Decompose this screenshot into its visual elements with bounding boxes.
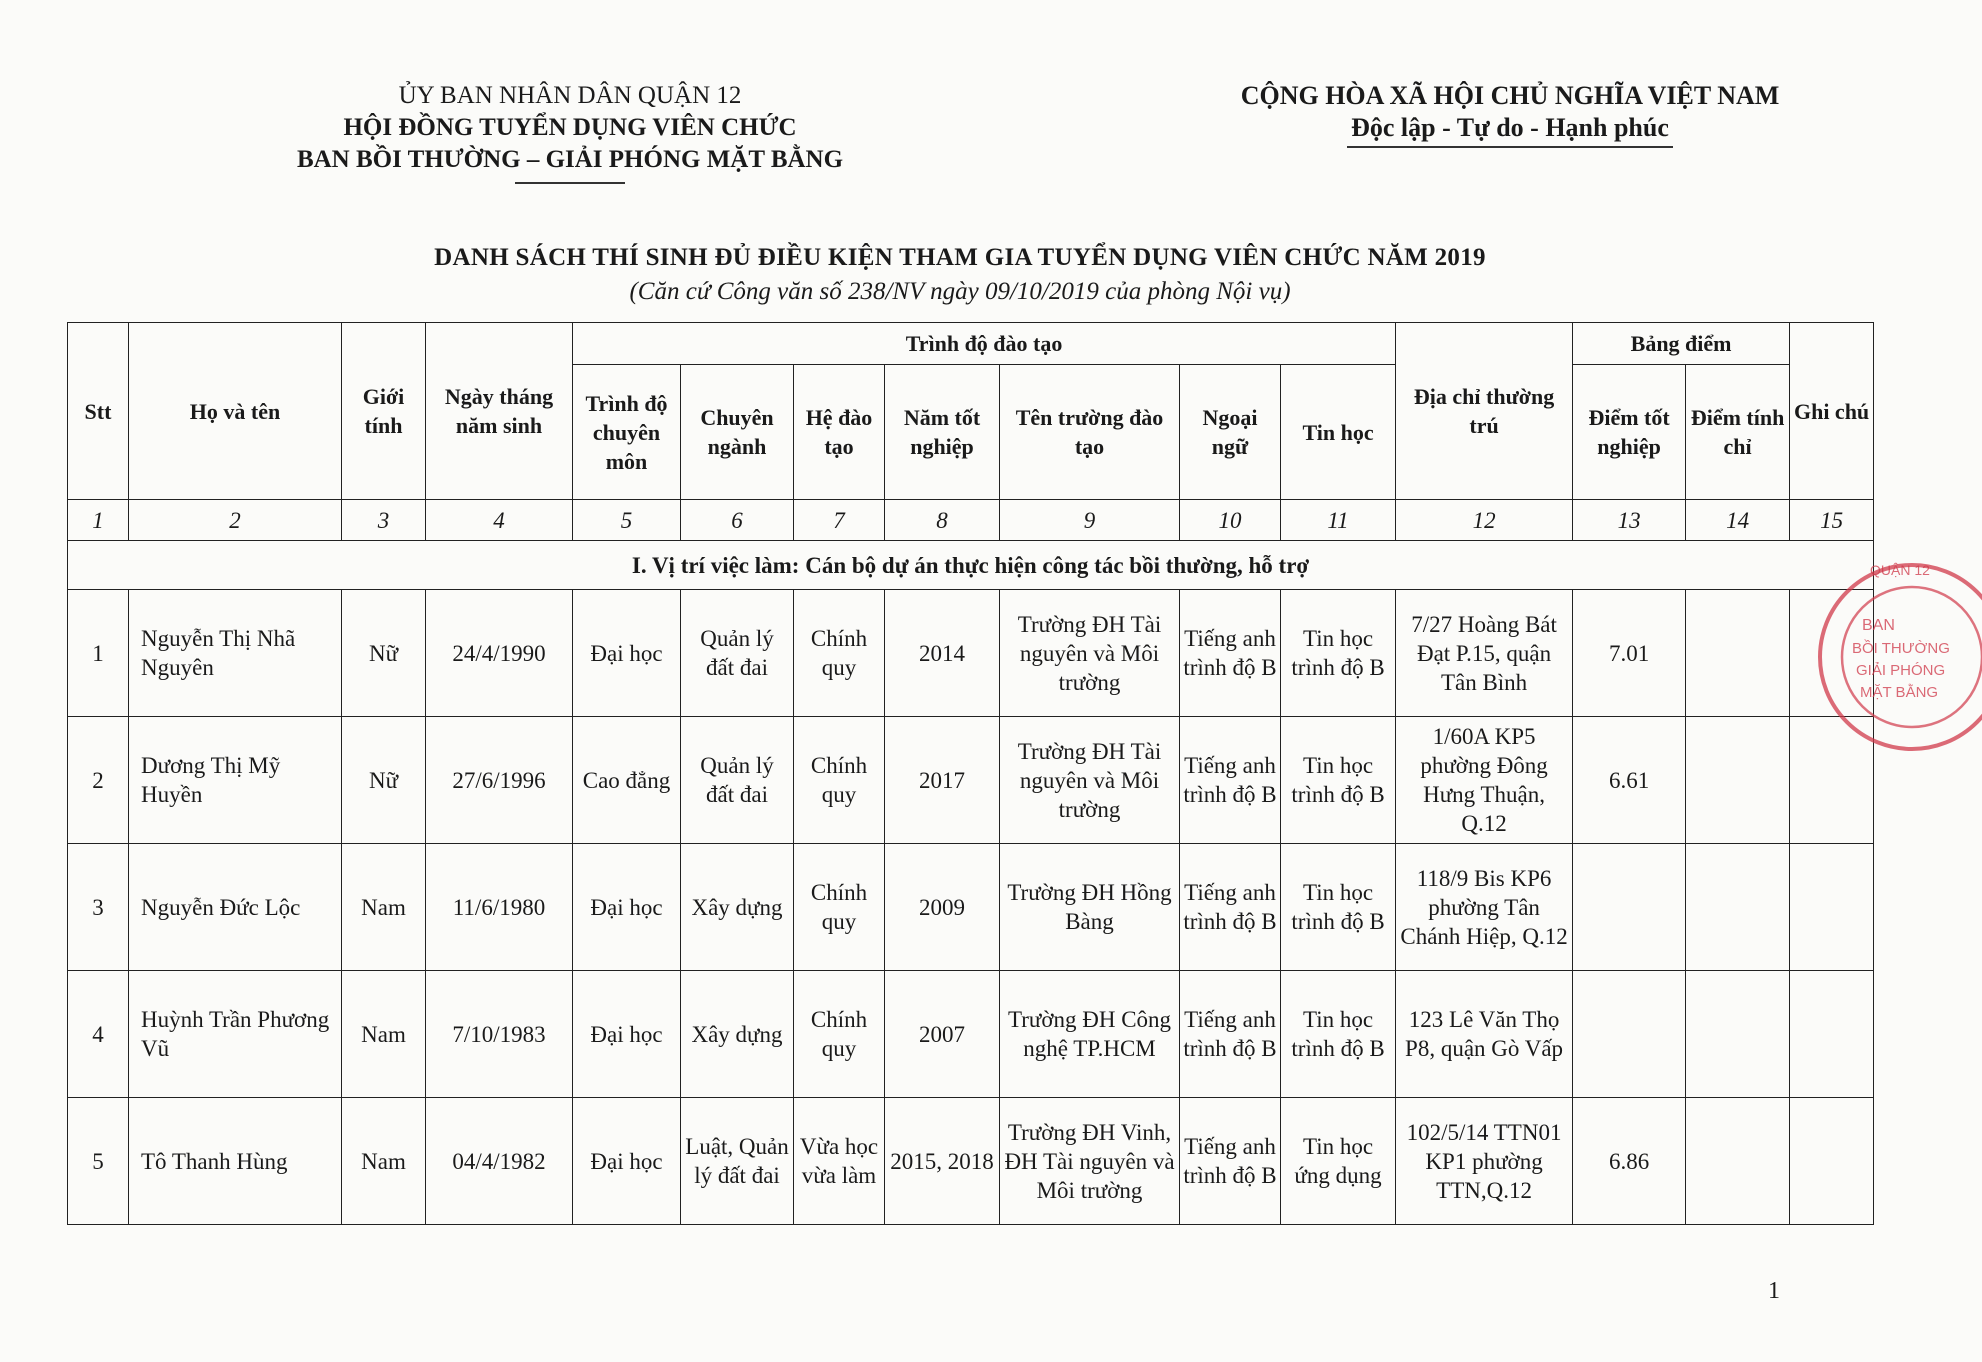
header-gender: Giới tính (342, 323, 426, 500)
national-motto-block (1230, 80, 1790, 148)
cell-major: Xây dựng (681, 844, 794, 971)
svg-text:MẶT BẰNG: MẶT BẰNG (1860, 684, 1939, 701)
cell-year: 2017 (885, 717, 1000, 844)
cell-language: Tiếng anh trình độ B (1180, 1098, 1281, 1225)
cell-address: 102/5/14 TTN01 KP1 phường TTN,Q.12 (1396, 1098, 1573, 1225)
header-grad-score: Điểm tốt nghiệp (1573, 365, 1686, 500)
header-mode: Hệ đào tạo (794, 365, 885, 500)
cell-address: 7/27 Hoàng Bát Đạt P.15, quận Tân Bình (1396, 590, 1573, 717)
cell-major: Xây dựng (681, 971, 794, 1098)
cell-dob: 7/10/1983 (426, 971, 573, 1098)
cell-school: Trường ĐH Vinh, ĐH Tài nguyên và Môi trường (1000, 1098, 1180, 1225)
cell-level: Đại học (573, 590, 681, 717)
cell-calc-score (1686, 590, 1790, 717)
column-number: 7 (794, 500, 885, 541)
agency-line-2: HỘI ĐỒNG TUYỂN DỤNG VIÊN CHỨC (343, 114, 797, 141)
table-row (68, 971, 1874, 1098)
cell-name: Tô Thanh Hùng (129, 1098, 342, 1225)
column-number-row (68, 500, 1874, 541)
header-group-scores: Bảng điểm (1573, 323, 1790, 365)
national-motto: Độc lập - Tự do - Hạnh phúc (1347, 112, 1673, 148)
column-number: 14 (1686, 500, 1790, 541)
cell-mode: Chính quy (794, 844, 885, 971)
cell-gender: Nữ (342, 717, 426, 844)
cell-language: Tiếng anh trình độ B (1180, 844, 1281, 971)
cell-gender: Nữ (342, 590, 426, 717)
cell-school: Trường ĐH Tài nguyên và Môi trường (1000, 590, 1180, 717)
cell-gender: Nam (342, 971, 426, 1098)
document-title: DANH SÁCH THÍ SINH ĐỦ ĐIỀU KIỆN THAM GIA TUYỂN DỤNG VIÊN CHỨC NĂM 2019 (434, 244, 1486, 271)
column-number: 4 (426, 500, 573, 541)
cell-it: Tin học trình độ B (1281, 844, 1396, 971)
cell-language: Tiếng anh trình độ B (1180, 717, 1281, 844)
cell-note (1790, 844, 1874, 971)
cell-major: Quản lý đất đai (681, 590, 794, 717)
cell-mode: Chính quy (794, 971, 885, 1098)
svg-text:QUẬN 12: QUẬN 12 (1870, 562, 1930, 578)
cell-calc-score (1686, 717, 1790, 844)
official-seal-stamp-icon (1812, 545, 1982, 770)
cell-dob: 04/4/1982 (426, 1098, 573, 1225)
cell-grad-score: 7.01 (1573, 590, 1686, 717)
cell-address: 123 Lê Văn Thọ P8, quận Gò Vấp (1396, 971, 1573, 1098)
cell-dob: 27/6/1996 (426, 717, 573, 844)
cell-it: Tin học trình độ B (1281, 717, 1396, 844)
header-it: Tin học (1281, 365, 1396, 500)
column-number: 11 (1281, 500, 1396, 541)
cell-mode: Vừa học vừa làm (794, 1098, 885, 1225)
table-row (68, 717, 1874, 844)
header-name: Họ và tên (129, 323, 342, 500)
cell-stt: 4 (68, 971, 129, 1098)
header-note: Ghi chú (1790, 323, 1874, 500)
cell-stt: 2 (68, 717, 129, 844)
cell-stt: 5 (68, 1098, 129, 1225)
cell-level: Đại học (573, 1098, 681, 1225)
column-number: 8 (885, 500, 1000, 541)
document-subtitle: (Căn cứ Công văn số 238/NV ngày 09/10/2019 của phòng Nội vụ) (629, 278, 1291, 305)
agency-line-3: BAN BỒI THƯỜNG – GIẢI PHÓNG MẶT BẰNG (296, 146, 844, 173)
header-year: Năm tốt nghiệp (885, 365, 1000, 500)
header-language: Ngoại ngữ (1180, 365, 1281, 500)
header-level: Trình độ chuyên môn (573, 365, 681, 500)
cell-name: Nguyễn Thị Nhã Nguyên (129, 590, 342, 717)
cell-calc-score (1686, 1098, 1790, 1225)
cell-grad-score: 6.61 (1573, 717, 1686, 844)
cell-it: Tin học ứng dụng (1281, 1098, 1396, 1225)
cell-grad-score (1573, 971, 1686, 1098)
cell-major: Quản lý đất đai (681, 717, 794, 844)
column-number: 2 (129, 500, 342, 541)
cell-dob: 24/4/1990 (426, 590, 573, 717)
table-row (68, 844, 1874, 971)
cell-major: Luật, Quản lý đất đai (681, 1098, 794, 1225)
cell-mode: Chính quy (794, 717, 885, 844)
agency-underline (515, 182, 625, 184)
cell-calc-score (1686, 971, 1790, 1098)
issuing-agency-block (270, 80, 870, 184)
cell-school: Trường ĐH Hồng Bàng (1000, 844, 1180, 971)
svg-text:BỒI THƯỜNG: BỒI THƯỜNG (1852, 640, 1950, 657)
section-row (68, 541, 1874, 590)
cell-name: Huỳnh Trần Phương Vũ (129, 971, 342, 1098)
cell-mode: Chính quy (794, 590, 885, 717)
cell-note (1790, 1098, 1874, 1225)
cell-school: Trường ĐH Tài nguyên và Môi trường (1000, 717, 1180, 844)
column-number: 12 (1396, 500, 1573, 541)
cell-school: Trường ĐH Công nghệ TP.HCM (1000, 971, 1180, 1098)
svg-text:BAN: BAN (1862, 617, 1895, 634)
header-address: Địa chỉ thường trú (1396, 323, 1573, 500)
cell-it: Tin học trình độ B (1281, 971, 1396, 1098)
cell-gender: Nam (342, 1098, 426, 1225)
cell-note (1790, 971, 1874, 1098)
header-dob: Ngày tháng năm sinh (426, 323, 573, 500)
cell-name: Nguyễn Đức Lộc (129, 844, 342, 971)
cell-level: Đại học (573, 844, 681, 971)
cell-language: Tiếng anh trình độ B (1180, 590, 1281, 717)
cell-level: Đại học (573, 971, 681, 1098)
cell-address: 118/9 Bis KP6 phường Tân Chánh Hiệp, Q.12 (1396, 844, 1573, 971)
header-major: Chuyên ngành (681, 365, 794, 500)
cell-year: 2009 (885, 844, 1000, 971)
cell-grad-score: 6.86 (1573, 1098, 1686, 1225)
column-number: 6 (681, 500, 794, 541)
cell-language: Tiếng anh trình độ B (1180, 971, 1281, 1098)
page-number: 1 (1768, 1278, 1780, 1304)
column-number: 13 (1573, 500, 1686, 541)
cell-gender: Nam (342, 844, 426, 971)
svg-text:GIẢI PHÓNG: GIẢI PHÓNG (1856, 662, 1946, 679)
column-number: 1 (68, 500, 129, 541)
column-number: 10 (1180, 500, 1281, 541)
cell-grad-score (1573, 844, 1686, 971)
section-title: I. Vị trí việc làm: Cán bộ dự án thực hiện công tác bồi thường, hỗ trợ (68, 541, 1874, 590)
cell-name: Dương Thị Mỹ Huyền (129, 717, 342, 844)
header-group-training: Trình độ đào tạo (573, 323, 1396, 365)
cell-dob: 11/6/1980 (426, 844, 573, 971)
cell-year: 2007 (885, 971, 1000, 1098)
cell-year: 2015, 2018 (885, 1098, 1000, 1225)
table-row (68, 1098, 1874, 1225)
column-number: 5 (573, 500, 681, 541)
header-stt: Stt (68, 323, 129, 500)
header-school: Tên trường đào tạo (1000, 365, 1180, 500)
column-number: 15 (1790, 500, 1874, 541)
country-name: CỘNG HÒA XÃ HỘI CHỦ NGHĨA VIỆT NAM (1240, 81, 1780, 110)
column-number: 9 (1000, 500, 1180, 541)
cell-year: 2014 (885, 590, 1000, 717)
header-calc-score: Điểm tính chỉ (1686, 365, 1790, 500)
cell-address: 1/60A KP5 phường Đông Hưng Thuận, Q.12 (1396, 717, 1573, 844)
cell-stt: 3 (68, 844, 129, 971)
cell-stt: 1 (68, 590, 129, 717)
cell-level: Cao đẳng (573, 717, 681, 844)
cell-calc-score (1686, 844, 1790, 971)
cell-it: Tin học trình độ B (1281, 590, 1396, 717)
agency-line-1: ỦY BAN NHÂN DÂN QUẬN 12 (398, 82, 742, 109)
candidate-table (67, 322, 1874, 1225)
column-number: 3 (342, 500, 426, 541)
table-row (68, 590, 1874, 717)
